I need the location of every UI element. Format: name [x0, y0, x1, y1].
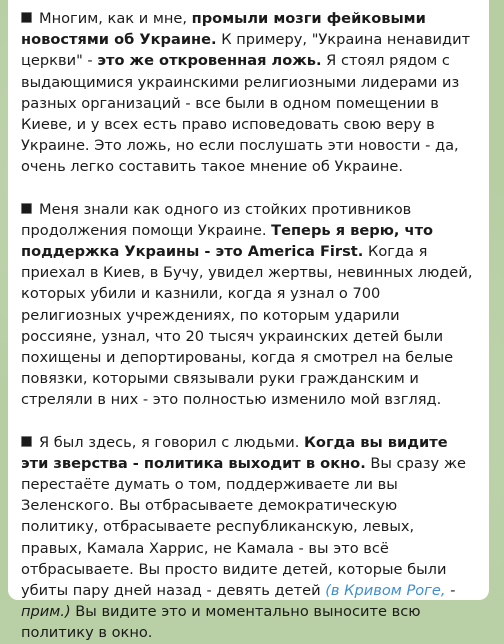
paragraph-1-text-2: К примеру, "Украина ненавидит церкви" - [21, 31, 471, 70]
paragraph-1-text-3: Я стоял рядом с выдающимися украинскими религиозными лидерами из разных организаций - все были в одном помещении в Киеве, и у всех есть право исповедовать свою веру в Украине. Это ложь, но если послушать эти новости - да, очень легко составить такое мнение об Украине. [21, 52, 460, 176]
paragraph-1-bold-2: это же откровенная ложь. [97, 52, 322, 70]
paragraph-3-text-3: Вы видите это и моментально выносите всю политику в окно. [21, 603, 421, 642]
paragraph-3-bold-1: Когда вы видите эти зверства - политика выходит в окно. [21, 433, 448, 472]
paragraph-3-text-1: Я был здесь, я говорил с людьми. [39, 433, 304, 451]
paragraph-3-text-2: Вы сразу же перестаёте думать о том, поддерживаете ли вы Зеленского. Вы отбрасываете демократическую политику, отбрасываете республиканскую, левых, правых, Камала Харрис, не Камала - вы это всё отбрасываете. Вы просто видите детей, которые были убиты пару дней назад - девять детей [21, 454, 466, 600]
black-square-icon [21, 436, 32, 447]
paragraph-2-text-1: Меня знали как одного из стойких противников продолжения помощи Украине. [21, 200, 412, 239]
message-paragraph-2 [21, 199, 475, 411]
black-square-icon [21, 203, 32, 214]
paragraph-1-text-1: Многим, как и мне, [39, 10, 192, 27]
message-paragraph-1 [21, 8, 475, 178]
message-bubble[interactable] [8, 0, 489, 642]
location-link[interactable]: (в Кривом Роге, [325, 582, 446, 600]
paragraph-2-bold-1: Теперь я верю, что поддержка Украины - это America First. [21, 221, 434, 261]
paragraph-3-italic-note: - прим.) [21, 582, 456, 621]
paragraph-2-text-2: Когда я приехал в Киев, в Бучу, увидел жертвы, невинных людей, которых убили и казнили, когда я узнал о 700 религиозных учреждениях, по которым ударили россияне, узнал, что 20 тысяч украинских детей были похищены и депортированы, когда я смотрел на белые повязки, которыми связывали руки гражданским и стреляли в них - это полностью изменило мой взгляд. [21, 243, 473, 409]
paragraph-1-bold-1: промыли мозги фейковыми новостями об Украине. [21, 10, 426, 49]
message-paragraph-3 [21, 432, 475, 644]
black-square-icon [21, 12, 32, 23]
